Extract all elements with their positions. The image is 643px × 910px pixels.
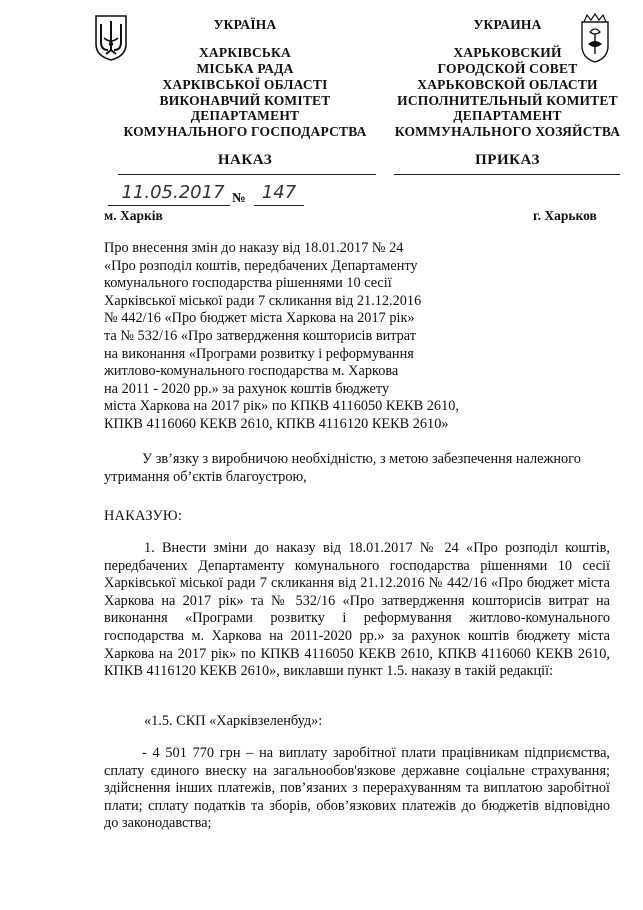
subject-line-3: комунального господарства рішеннями 10 сесії [104,275,392,292]
order-date: 11.05.2017 [121,182,225,203]
subject-line-6: та № 532/16 «Про затвердження кошторисів витрат [104,327,417,344]
subject-line-11: КПКВ 4116060 КЕКВ 2610, КПКВ 4116120 КЕКВ 2610» [104,415,449,432]
order-word: НАКАЗУЮ: [104,508,183,524]
subject-line-10: міста Харкова на 2017 рік» по КПКВ 4116050 КЕКВ 2610, [104,398,459,415]
city-ua: м. Харків [104,208,163,223]
subject-line-5: № 442/16 «Про бюджет міста Харкова на 2017 рік» [104,310,415,327]
order-number: 147 [261,182,297,203]
order-number-underline [254,205,304,206]
order-title-ru: ПРИКАЗ [475,152,540,168]
subject-line-8: житлово-комунального господарства м. Харкова [104,363,399,380]
subject-line-1: Про внесення змін до наказу від 18.01.2017 № 24 [104,240,404,256]
header-left-line-4: ВИКОНАВЧИЙ КОМІТЕТ [159,93,331,108]
point-1-5-heading: «1.5. СКП «Харківзеленбуд»: [144,713,323,729]
order-title-ua-rule [118,174,376,175]
header-right-line-3: ХАРЬКОВСКОЙ ОБЛАСТИ [417,77,598,92]
order-title-ua: НАКАЗ [217,152,273,168]
header-left-line-3: ХАРКІВСЬКОЇ ОБЛАСТІ [162,77,328,92]
subject-line-7: на виконання «Програми розвитку і реформування [104,345,414,362]
header-left-line-1: ХАРКІВСЬКА [198,45,291,60]
header-right-country: УКРАИНА [473,17,542,32]
header-left-line-5: ДЕПАРТАМЕНТ [190,108,300,123]
subject-block [104,240,524,434]
header-right-line-6: КОММУНАЛЬНОГО ХОЗЯЙСТВА [394,124,621,139]
header-left-country: УКРАЇНА [213,17,277,32]
point-1-paragraph: 1. Внести зміни до наказу від 18.01.2017 № 24 «Про розподіл коштів, передбачених Департаменту комунального господарства рішеннями 10 сесії Харківської міської ради 7 скликання від 21.12.2016 № 442/16 «Про бюджет міста Харкова на 2017 рік» та № 532/16 «Про затвердження кошторисів витрат на виконання «Програми розвитку і реформування житлово-комунального господарства м. Харкова на 2011-2020 рр.» за рахунок коштів бюджету міста Харкова на 2017 рік» по КПКВ 4116050 КЕКВ 2610, КПКВ 4116060 КЕКВ 2610, КПКВ 4116120 КЕКВ 2610», виклавши пункт 1.5. наказу в такій редакції: [104,540,610,680]
header-right-line-1: ХАРЬКОВСКИЙ [453,45,562,60]
subject-line-9: на 2011 - 2020 рр.» за рахунок коштів бюджету [104,380,390,397]
subject-line-4: Харківської міської ради 7 скликання від 21.12.2016 [104,292,422,309]
order-number-sign: № [232,190,246,205]
item-paragraph: - 4 501 770 грн – на виплату заробітної плати працівникам підприємства, сплату єдиного внеску на загальнообов'язкове державне соціальне страхування; здійснення інших платежів, пов’язаних з перерахуванням та виплатою заробітної плати; сплату податків та зборів, обов’язкових платежів до бюджетів відповідно до законодавства; [104,745,610,832]
header-left-line-2: МІСЬКА РАДА [196,61,294,76]
city-ru: г. Харьков [533,208,597,223]
header-left-line-6: КОМУНАЛЬНОГО ГОСПОДАРСТВА [123,124,367,139]
header-right-line-4: ИСПОЛНИТЕЛЬНЫЙ КОМИТЕТ [397,93,618,108]
preamble-paragraph: У зв’язку з виробничою необхідністю, з метою забезпечення належного утримання об’єктів благоустрою, [104,451,581,485]
order-date-underline [108,205,230,206]
header-right-line-2: ГОРОДСКОЙ СОВЕТ [437,61,578,76]
subject-line-2: «Про розподіл коштів, передбачених Департаменту [104,257,418,274]
order-title-ru-rule [394,174,620,175]
header-right-line-5: ДЕПАРТАМЕНТ [453,108,562,123]
